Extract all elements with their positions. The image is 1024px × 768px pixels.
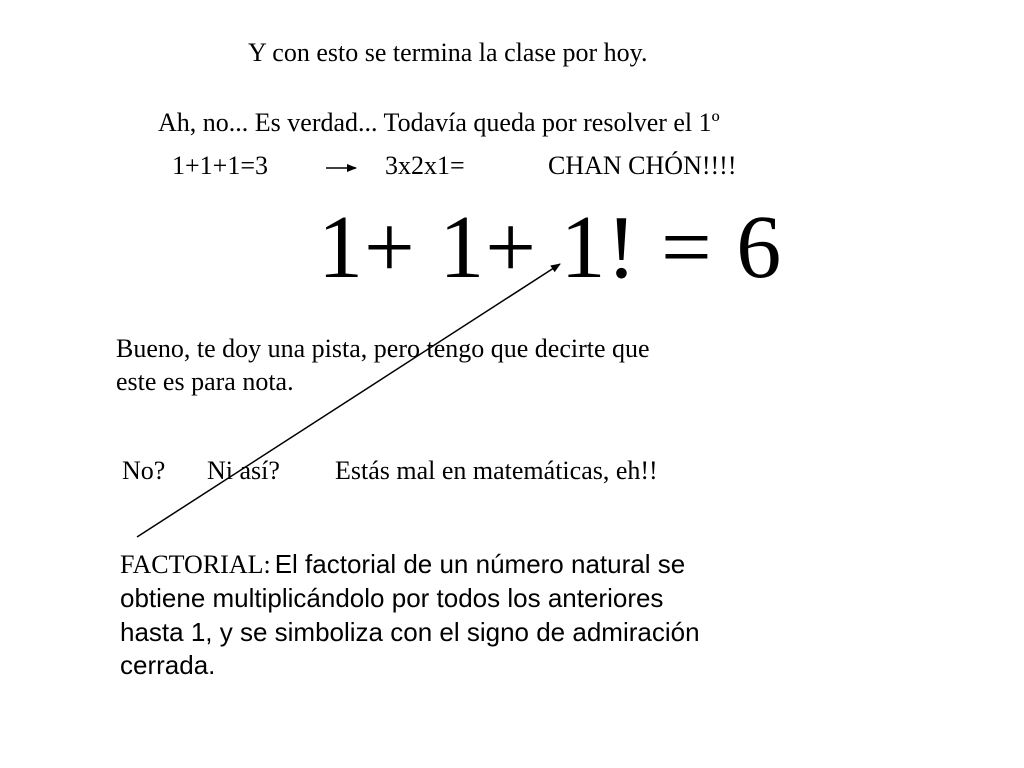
taunt-statement: Estás mal en matemáticas, eh!! — [335, 456, 658, 485]
definition-line-2: obtiene multiplicándolo por todos los anteriores — [120, 582, 664, 613]
taunt-question-2: Ni así? — [207, 456, 280, 485]
hint-line-1: Bueno, te doy una pista, pero tengo que decirte que — [116, 334, 650, 363]
product-expression: 3x2x1= — [385, 151, 465, 180]
taunt-question-1: No? — [122, 456, 166, 485]
definition-text-1: El factorial de un número natural se — [274, 549, 686, 579]
definition-line-3: hasta 1, y se simboliza con el signo de admiración — [120, 616, 700, 647]
definition-line-4: cerrada. — [120, 650, 216, 681]
exclamation-text: CHAN CHÓN!!!! — [548, 151, 737, 180]
diagonal-pointer-arrow-icon — [137, 264, 560, 537]
sum-expression: 1+1+1=3 — [172, 151, 268, 180]
big-equation: 1+ 1+ 1! = 6 — [318, 198, 783, 297]
hint-line-2: este es para nota. — [116, 366, 294, 396]
closing-line: Y con esto se termina la clase por hoy. — [248, 38, 648, 67]
definition-term: FACTORIAL: — [120, 550, 271, 579]
remember-line: Ah, no... Es verdad... Todavía queda por resolver el 1º — [158, 108, 720, 137]
